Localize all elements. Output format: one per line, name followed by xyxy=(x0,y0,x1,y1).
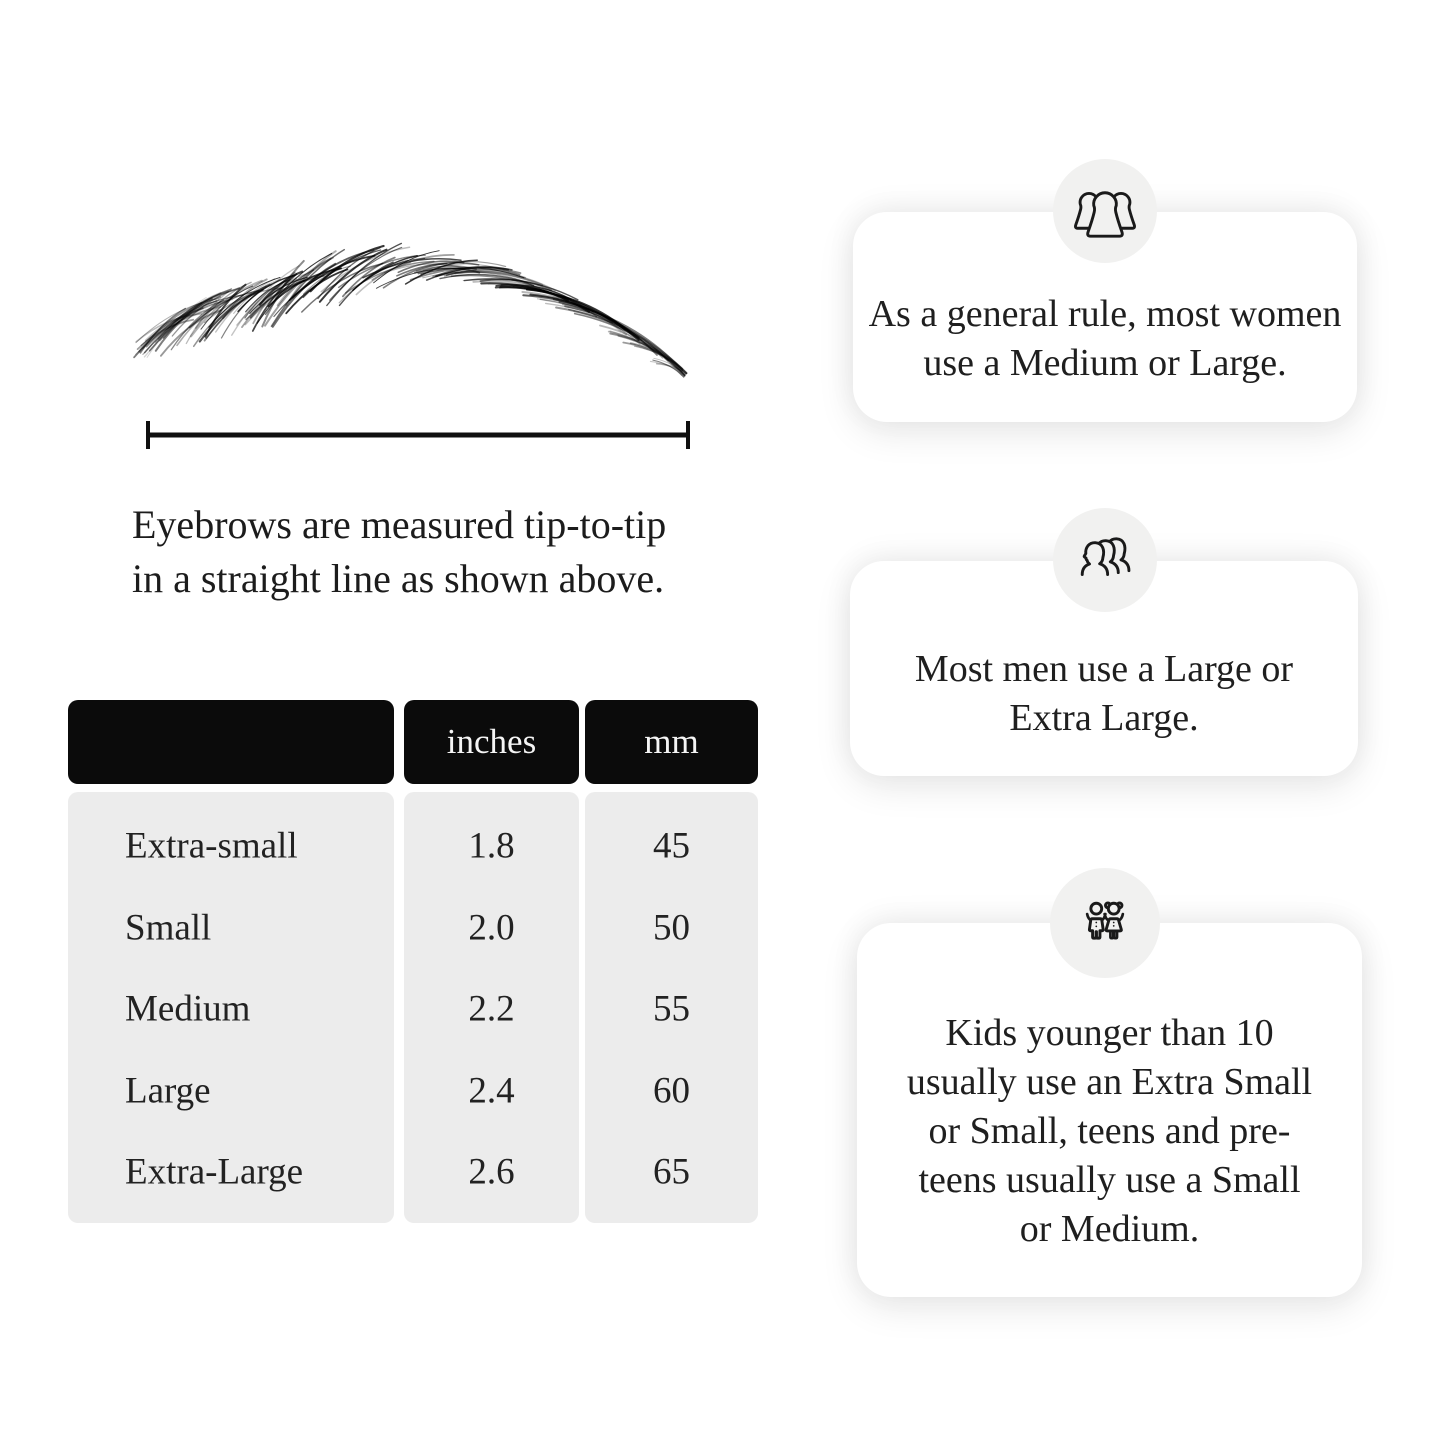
measurement-caption-line-2: in a straight line as shown above. xyxy=(132,556,665,601)
mm-value: 65 xyxy=(653,1151,690,1193)
size-label: Extra-small xyxy=(125,825,298,867)
inches-value: 2.2 xyxy=(468,988,515,1030)
women-group-icon xyxy=(1074,180,1136,242)
measurement-caption xyxy=(132,498,772,606)
table-row xyxy=(68,887,758,969)
measurement-line xyxy=(146,421,690,449)
table-row xyxy=(68,1131,758,1213)
size-label: Large xyxy=(125,1070,211,1112)
inches-value: 1.8 xyxy=(468,825,515,867)
kids-info-card xyxy=(857,923,1362,1297)
men-info-text: Most men use a Large or Extra Large. xyxy=(914,648,1294,739)
men-group-icon xyxy=(1074,529,1136,591)
measurement-caption-line-1: Eyebrows are measured tip-to-tip xyxy=(132,502,667,547)
size-label: Extra-Large xyxy=(125,1151,304,1193)
inches-value: 2.4 xyxy=(468,1070,515,1112)
women-icon-circle xyxy=(1053,159,1157,263)
kids-icon xyxy=(1074,892,1136,954)
kids-info-text: Kids younger than 10 usually use an Extra Small or Small, teens and pre-teens usually use a Small or Medium. xyxy=(906,1012,1313,1250)
size-table-header-inches: inches xyxy=(404,700,579,784)
mm-value: 45 xyxy=(653,825,690,867)
size-table-header-size xyxy=(68,700,394,784)
women-info-text: As a general rule, most women use a Medium or Large. xyxy=(868,293,1342,384)
men-icon-circle xyxy=(1053,508,1157,612)
table-row xyxy=(68,805,758,887)
size-table-body xyxy=(68,792,758,1223)
mm-value: 60 xyxy=(653,1070,690,1112)
kids-icon-circle xyxy=(1050,868,1160,978)
table-row xyxy=(68,968,758,1050)
table-row xyxy=(68,1050,758,1132)
eyebrow-illustration xyxy=(118,238,690,396)
inches-value: 2.6 xyxy=(468,1151,515,1193)
size-label: Small xyxy=(125,907,212,949)
inches-value: 2.0 xyxy=(468,907,515,949)
size-table-header-mm: mm xyxy=(585,700,758,784)
mm-value: 50 xyxy=(653,907,690,949)
size-label: Medium xyxy=(125,988,251,1030)
mm-value: 55 xyxy=(653,988,690,1030)
size-table-header xyxy=(68,700,758,784)
